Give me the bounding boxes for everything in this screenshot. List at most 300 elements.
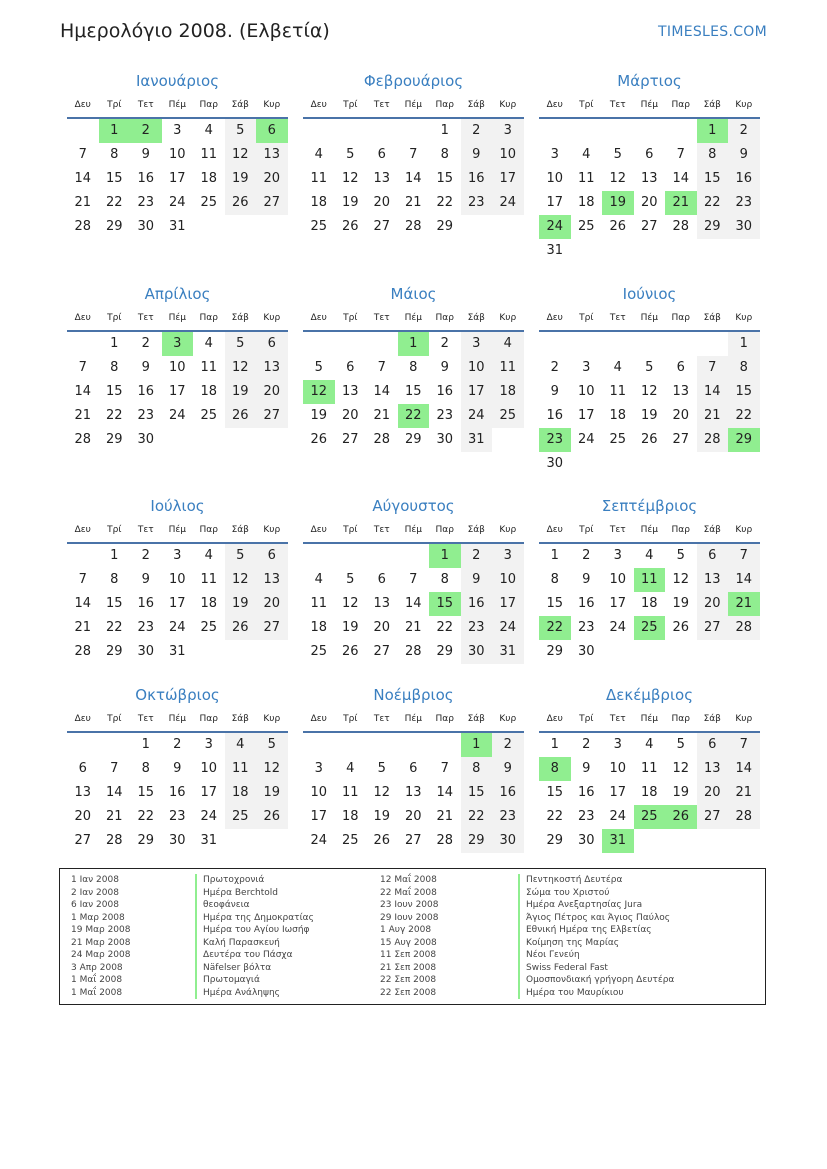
day-cell: 17 [310,809,328,824]
weekday-label: Σάβ [231,100,249,110]
day-cell: 24 [492,191,524,215]
weekday-label: Κυρ [499,714,517,724]
day-cell: 17 [200,785,218,800]
day-cell: 14 [105,785,123,800]
day-cell: 26 [640,432,658,447]
day-cell: 16 [546,408,564,423]
day-cell: 15 [546,785,564,800]
holiday-day-cell: 22 [539,616,571,640]
day-cell: 13 [256,143,288,167]
weekday-label: Σάβ [231,313,249,323]
day-cell: 11 [341,785,359,800]
brand-link[interactable]: TIMESLES.COM [658,24,767,40]
day-cell: 18 [200,596,218,611]
day-cell: 3 [461,332,493,356]
day-cell: 22 [546,809,564,824]
legend-date: 23 Ιουν 2008 [380,900,439,910]
weekday-label: Παρ [671,525,690,535]
weekday-label: Σάβ [703,714,721,724]
day-cell: 19 [672,785,690,800]
day-cell: 23 [137,620,155,635]
day-cell: 4 [346,761,355,776]
day-cell: 15 [105,596,123,611]
day-cell: 29 [461,829,493,853]
weekday-label: Δευ [546,525,563,535]
weekday-header [303,313,524,327]
day-cell: 5 [346,147,355,162]
month-name: Ιούνιος [622,285,677,303]
weekday-label: Τετ [609,714,626,724]
day-cell: 19 [256,781,288,805]
day-cell: 28 [697,428,729,452]
day-cell: 23 [137,408,155,423]
day-cell: 3 [173,548,182,563]
day-cell: 13 [404,785,422,800]
day-cell: 16 [492,781,524,805]
day-cell: 19 [225,592,257,616]
day-cell: 23 [168,809,186,824]
day-cell: 11 [492,356,524,380]
day-cell: 29 [105,432,123,447]
weekday-label: Παρ [199,100,218,110]
day-cell: 26 [225,191,257,215]
day-cell: 5 [225,332,257,356]
day-cell: 15 [105,384,123,399]
day-cell: 18 [200,171,218,186]
day-cell: 7 [409,147,418,162]
day-cell: 19 [373,809,391,824]
day-cell: 29 [546,833,564,848]
day-cell: 23 [577,809,595,824]
legend-holiday-name: Καλή Παρασκευή [195,937,280,950]
day-cell: 10 [310,785,328,800]
day-cell: 4 [492,332,524,356]
day-cell: 5 [225,544,257,568]
day-cell: 28 [105,833,123,848]
month-name: Αύγουστος [372,497,455,515]
day-cell: 11 [200,147,218,162]
day-cell: 27 [256,404,288,428]
weekday-label: Τρί [579,100,594,110]
legend-holiday-name: Εθνική Ημέρα της Ελβετίας [518,924,652,937]
day-cell: 9 [440,360,449,375]
day-cell: 20 [672,408,690,423]
day-cell: 8 [440,572,449,587]
day-cell: 13 [256,568,288,592]
day-cell: 16 [577,596,595,611]
holiday-day-cell: 25 [634,805,666,829]
day-cell: 27 [256,191,288,215]
day-cell: 26 [672,620,690,635]
day-cell: 4 [613,360,622,375]
weekday-header [303,714,524,728]
day-cell: 14 [74,596,92,611]
day-cell: 17 [492,167,524,191]
day-cell: 18 [640,596,658,611]
day-cell: 27 [697,805,729,829]
day-cell: 1 [440,123,449,138]
day-cell: 12 [256,757,288,781]
holiday-day-cell: 26 [665,805,697,829]
day-cell: 26 [225,404,257,428]
weekday-label: Δευ [310,525,327,535]
holiday-day-cell: 24 [539,215,571,239]
day-cell: 24 [310,833,328,848]
weekday-label: Παρ [199,525,218,535]
weekday-label: Παρ [671,100,690,110]
holiday-day-cell: 2 [130,119,162,143]
weekday-label: Πέμ [404,100,422,110]
weekday-label: Παρ [199,313,218,323]
day-cell: 7 [728,544,760,568]
day-cell: 24 [200,809,218,824]
day-cell: 30 [137,644,155,659]
day-cell: 17 [492,592,524,616]
day-cell: 29 [546,644,564,659]
day-cell: 19 [341,195,359,210]
day-cell: 24 [609,620,627,635]
day-cell: 5 [645,360,654,375]
weekday-label: Τετ [137,525,154,535]
day-cell: 25 [200,195,218,210]
day-cell: 22 [436,195,454,210]
day-cell: 28 [404,219,422,234]
month-name: Οκτώβριος [135,686,220,704]
weekday-label: Παρ [435,100,454,110]
day-cell: 8 [409,360,418,375]
day-cell: 31 [168,644,186,659]
day-cell: 16 [137,384,155,399]
day-cell: 14 [404,596,422,611]
weekday-label: Τρί [343,100,358,110]
day-cell: 24 [168,195,186,210]
day-cell: 7 [697,356,729,380]
day-cell: 30 [577,833,595,848]
day-cell: 15 [546,596,564,611]
day-cell: 26 [341,644,359,659]
day-cell: 12 [373,785,391,800]
day-cell: 12 [341,596,359,611]
day-cell: 5 [346,572,355,587]
day-cell: 29 [436,644,454,659]
day-cell: 16 [436,384,454,399]
month-name: Ιούλιος [150,497,205,515]
day-cell: 17 [168,596,186,611]
weekday-label: Κυρ [735,714,753,724]
weekday-label: Σάβ [467,525,485,535]
day-cell: 17 [461,380,493,404]
weekday-label: Παρ [671,714,690,724]
day-cell: 22 [461,805,493,829]
day-cell: 17 [168,384,186,399]
day-cell: 27 [256,616,288,640]
day-cell: 5 [314,360,323,375]
day-cell: 2 [582,548,591,563]
day-cell: 15 [697,167,729,191]
day-cell: 6 [676,360,685,375]
day-cell: 2 [550,360,559,375]
page-title: Ημερολόγιο 2008. (Ελβετία) [60,20,330,42]
holiday-day-cell: 6 [256,119,288,143]
day-cell: 10 [168,147,186,162]
day-cell: 18 [310,620,328,635]
weekday-label: Τετ [137,100,154,110]
day-cell: 20 [373,195,391,210]
legend-date: 1 Αυγ 2008 [380,925,432,935]
day-cell: 5 [676,737,685,752]
weekday-label: Δευ [310,313,327,323]
day-cell: 18 [200,384,218,399]
day-cell: 20 [373,620,391,635]
header-rule [539,330,760,332]
weekday-label: Σάβ [231,525,249,535]
day-cell: 18 [492,380,524,404]
day-cell: 1 [110,336,119,351]
day-cell: 21 [105,809,123,824]
day-cell: 6 [377,147,386,162]
legend-date: 21 Σεπ 2008 [380,962,437,973]
day-cell: 18 [341,809,359,824]
day-cell: 31 [168,219,186,234]
day-cell: 10 [168,360,186,375]
day-cell: 9 [550,384,559,399]
day-cell: 23 [492,805,524,829]
day-cell: 15 [728,380,760,404]
holiday-day-cell: 15 [429,592,461,616]
weekday-label: Σάβ [467,100,485,110]
day-cell: 27 [373,219,391,234]
day-cell: 5 [613,147,622,162]
day-cell: 20 [640,195,658,210]
day-cell: 2 [141,336,150,351]
day-cell: 30 [168,833,186,848]
holiday-day-cell: 1 [398,332,430,356]
weekday-label: Σάβ [703,100,721,110]
weekday-label: Πέμ [168,714,186,724]
legend-date: 1 Μαΐ 2008 [71,987,123,998]
day-cell: 31 [492,640,524,664]
day-cell: 12 [225,568,257,592]
day-cell: 10 [577,384,595,399]
day-cell: 7 [728,733,760,757]
weekday-header [67,525,288,539]
day-cell: 14 [697,380,729,404]
day-cell: 6 [346,360,355,375]
day-cell: 13 [697,757,729,781]
weekday-label: Τετ [137,313,154,323]
day-cell: 30 [461,640,493,664]
day-cell: 17 [577,408,595,423]
day-cell: 6 [377,572,386,587]
month-name: Ιανουάριος [135,72,219,90]
day-cell: 20 [256,380,288,404]
day-cell: 14 [74,171,92,186]
day-cell: 25 [609,432,627,447]
legend-date: 21 Μαρ 2008 [71,937,131,948]
day-cell: 15 [137,785,155,800]
day-cell: 6 [256,544,288,568]
legend-holiday-name: Πρωτοχρονιά [195,874,264,887]
day-cell: 11 [200,360,218,375]
day-cell: 31 [461,428,493,452]
day-cell: 7 [78,360,87,375]
day-cell: 26 [310,432,328,447]
day-cell: 4 [645,548,654,563]
day-cell: 8 [461,757,493,781]
day-cell: 4 [225,733,257,757]
weekday-label: Σάβ [703,313,721,323]
day-cell: 22 [436,620,454,635]
day-cell: 25 [577,219,595,234]
day-cell: 6 [409,761,418,776]
holiday-legend [59,868,766,1005]
holiday-day-cell: 25 [634,616,666,640]
weekday-header [539,525,760,539]
day-cell: 23 [577,620,595,635]
weekday-label: Τρί [107,714,122,724]
weekday-label: Δευ [74,100,91,110]
weekday-label: Σάβ [231,714,249,724]
day-cell: 3 [582,360,591,375]
weekday-header [303,525,524,539]
day-cell: 26 [373,833,391,848]
day-cell: 23 [728,191,760,215]
weekday-label: Κυρ [263,714,281,724]
weekday-label: Τρί [579,714,594,724]
day-cell: 15 [436,171,454,186]
weekday-header [67,313,288,327]
day-cell: 28 [672,219,690,234]
day-cell: 21 [373,408,391,423]
month-name: Σεπτέμβριος [601,497,698,515]
holiday-day-cell: 3 [162,332,194,356]
day-cell: 14 [436,785,454,800]
day-cell: 13 [672,384,690,399]
day-cell: 13 [256,356,288,380]
day-cell: 14 [728,757,760,781]
weekday-label: Πέμ [404,525,422,535]
day-cell: 25 [200,408,218,423]
weekday-label: Πέμ [404,714,422,724]
day-cell: 7 [440,761,449,776]
day-cell: 18 [577,195,595,210]
weekday-label: Κυρ [263,313,281,323]
day-cell: 22 [105,195,123,210]
day-cell: 29 [105,644,123,659]
weekday-label: Κυρ [735,525,753,535]
day-cell: 15 [404,384,422,399]
weekday-label: Κυρ [499,100,517,110]
day-cell: 23 [436,408,454,423]
holiday-day-cell: 11 [634,568,666,592]
day-cell: 20 [256,592,288,616]
day-cell: 9 [582,572,591,587]
day-cell: 15 [461,781,493,805]
legend-date: 12 Μαΐ 2008 [380,875,437,885]
weekday-label: Κυρ [499,313,517,323]
day-cell: 5 [225,119,257,143]
day-cell: 4 [204,336,213,351]
day-cell: 29 [436,219,454,234]
day-cell: 3 [492,119,524,143]
day-cell: 12 [225,143,257,167]
day-cell: 1 [728,332,760,356]
day-cell: 3 [173,123,182,138]
day-cell: 26 [341,219,359,234]
day-cell: 14 [74,384,92,399]
month-name: Απρίλιος [144,285,211,303]
holiday-day-cell: 1 [99,119,131,143]
weekday-label: Κυρ [499,525,517,535]
weekday-label: Δευ [546,313,563,323]
day-cell: 11 [577,171,595,186]
legend-holiday-name: Πρωτομαγιά [195,974,260,987]
weekday-label: Τρί [343,313,358,323]
day-cell: 10 [461,356,493,380]
day-cell: 16 [461,592,493,616]
day-cell: 28 [74,219,92,234]
day-cell: 13 [341,384,359,399]
day-cell: 9 [141,360,150,375]
legend-holiday-name: Swiss Federal Fast [518,962,608,975]
day-cell: 25 [310,644,328,659]
weekday-label: Κυρ [263,100,281,110]
day-cell: 8 [728,356,760,380]
day-cell: 4 [314,147,323,162]
day-cell: 4 [204,548,213,563]
day-cell: 3 [550,147,559,162]
day-cell: 16 [577,785,595,800]
day-cell: 13 [74,785,92,800]
weekday-label: Παρ [435,525,454,535]
day-cell: 8 [110,572,119,587]
month-name: Μάιος [390,285,437,303]
day-cell: 29 [697,215,729,239]
day-cell: 27 [404,833,422,848]
day-cell: 24 [461,404,493,428]
day-cell: 7 [110,761,119,776]
day-cell: 25 [492,404,524,428]
day-cell: 21 [74,195,92,210]
day-cell: 10 [546,171,564,186]
day-cell: 12 [640,384,658,399]
day-cell: 22 [105,408,123,423]
day-cell: 28 [373,432,391,447]
day-cell: 10 [609,761,627,776]
day-cell: 16 [137,596,155,611]
weekday-label: Τρί [579,525,594,535]
day-cell: 27 [74,833,92,848]
weekday-label: Τρί [107,100,122,110]
day-cell: 16 [137,171,155,186]
day-cell: 28 [74,644,92,659]
weekday-label: Τετ [373,525,390,535]
day-cell: 28 [728,805,760,829]
day-cell: 20 [74,809,92,824]
day-cell: 18 [310,195,328,210]
legend-date: 19 Μαρ 2008 [71,925,131,935]
weekday-label: Πέμ [640,714,658,724]
day-cell: 24 [492,616,524,640]
day-cell: 30 [137,432,155,447]
legend-holiday-name: Näfelser βόλτα [195,962,271,975]
day-cell: 1 [550,737,559,752]
day-cell: 8 [440,147,449,162]
day-cell: 9 [728,143,760,167]
day-cell: 17 [168,171,186,186]
legend-holiday-name: Κοίμηση της Μαρίας [518,937,619,950]
day-cell: 19 [640,408,658,423]
